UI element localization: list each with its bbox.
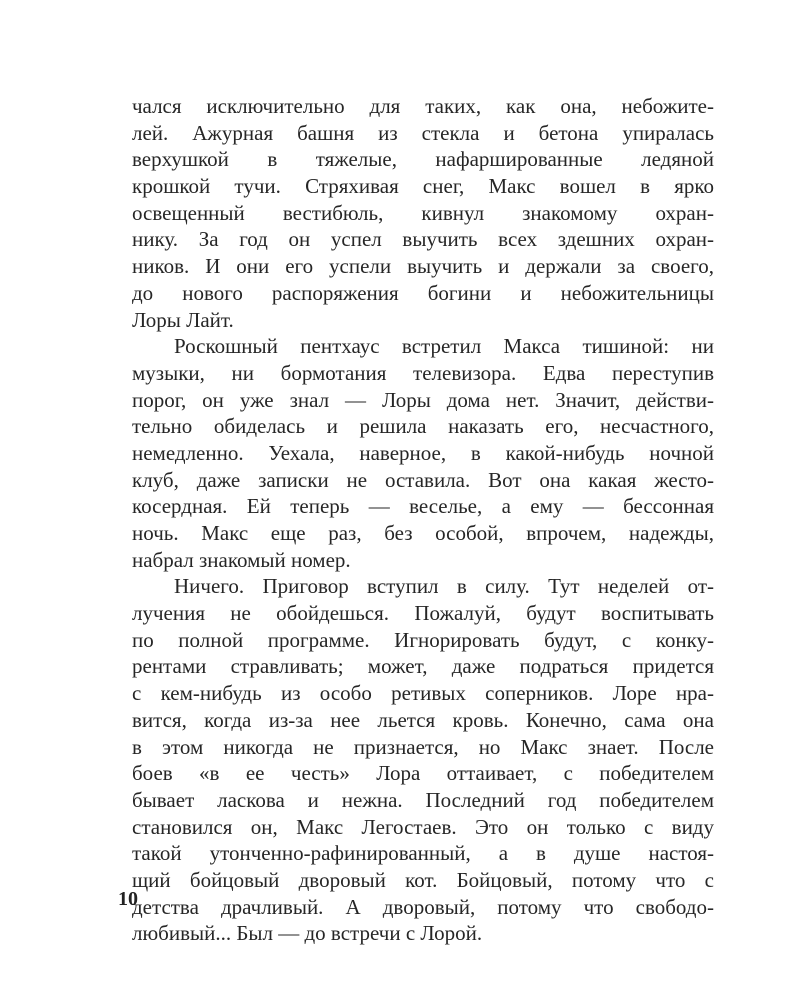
text-line: набрал знакомый номер. (132, 547, 351, 572)
text-line: ников. И они его успели выучить и держали за своего, (132, 254, 714, 279)
text-line: лучения не обойдешься. Пожалуй, будут воспитывать (132, 601, 714, 626)
text-line: в этом никогда не признается, но Макс знает. После (132, 734, 714, 759)
text-line: нику. За год он успел выучить всех здешних охран- (132, 227, 714, 252)
text-line: такой утонченно-рафинированный, а в душе настоя- (132, 841, 714, 866)
text-line: Лоры Лайт. (132, 307, 234, 332)
text-line: до нового распоряжения богини и небожительницы (132, 280, 714, 305)
body-text (132, 93, 714, 947)
text-line: вится, когда из-за нее льется кровь. Конечно, сама она (132, 707, 714, 732)
text-line: верхушкой в тяжелые, нафаршированные ледяной (132, 147, 714, 172)
text-line: становился он, Макс Легостаев. Это он только с виду (132, 814, 714, 839)
text-line: любивый... Был — до встречи с Лорой. (132, 921, 483, 946)
text-line: клуб, даже записки не оставила. Вот она какая жесто- (132, 467, 714, 492)
text-line: рентами стравливать; может, даже подраться придется (132, 654, 714, 679)
text-line: крошкой тучи. Стряхивая снег, Макс вошел в ярко (132, 174, 714, 199)
text-line: боев «в ее честь» Лора оттаивает, с победителем (132, 761, 714, 786)
text-line: бывает ласкова и нежна. Последний год победителем (132, 787, 714, 812)
text-line: детства драчливый. А дворовый, потому что свободо- (132, 894, 714, 919)
text-line: порог, он уже знал — Лоры дома нет. Значит, действи- (132, 387, 714, 412)
text-line: лей. Ажурная башня из стекла и бетона упиралась (132, 120, 714, 145)
text-line: немедленно. Уехала, наверное, в какой-нибудь ночной (132, 440, 714, 465)
page-number: 10 (118, 888, 138, 910)
text-line: щий бойцовый дворовый кот. Бойцовый, потому что с (132, 867, 714, 892)
text-line: музыки, ни бормотания телевизора. Едва переступив (132, 360, 714, 385)
text-line: по полной программе. Игнорировать будут, с конку- (132, 627, 714, 652)
text-line: ночь. Макс еще раз, без особой, впрочем, надежды, (132, 521, 714, 545)
text-line: тельно обиделась и решила наказать его, несчастного, (132, 414, 714, 439)
text-line: Роскошный пентхаус встретил Макса тишиной: ни (174, 334, 714, 359)
text-line: чался исключительно для таких, как она, небожите- (132, 94, 714, 118)
text-line: освещенный вестибюль, кивнул знакомому охран- (132, 200, 714, 225)
text-line: с кем-нибудь из особо ретивых соперников. Лоре нра- (132, 681, 714, 706)
text-line: косердная. Ей теперь — веселье, а ему — бессонная (132, 494, 714, 519)
text-line: Ничего. Приговор вступил в силу. Тут неделей от- (174, 574, 714, 599)
